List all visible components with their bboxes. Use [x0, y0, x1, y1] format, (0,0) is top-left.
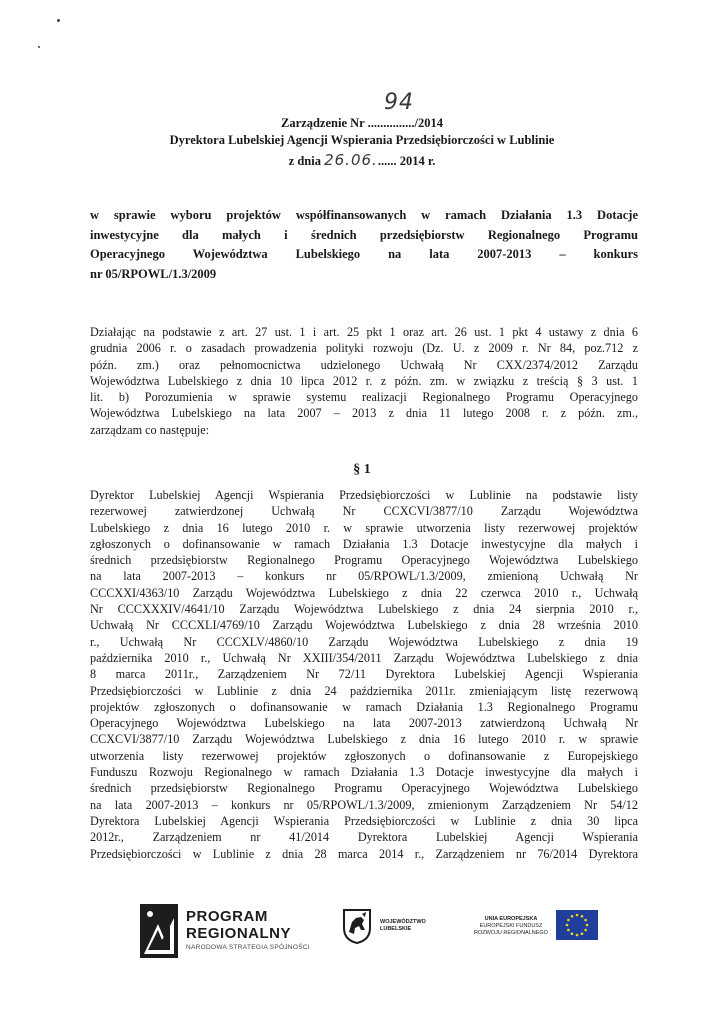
preamble-line: późn. zm.) oraz pełnomocnictwa udzielonego Uchwałą Nr CXX/2374/2012 Zarządu	[90, 357, 638, 372]
issuer-line: Dyrektora Lubelskiej Agencji Wspierania Przedsiębiorczości w Lublinie	[169, 133, 555, 147]
section1-line: na lata 2007-2013 – konkurs nr 05/RPOWL/1.3/2009, zmienioną Uchwałą Nr	[90, 569, 638, 584]
section1-line: r., Uchwałą Nr CCCXLV/4860/10 Zarządu Województwa Lubelskiego z dnia 19	[90, 634, 638, 649]
preamble-line: Województwa Lubelskiego na lata 2007 – 2013 z dnia 11 lutego 2008 r. z późn. zm.,	[90, 406, 638, 421]
section1-line: średnich przedsiębiorstw Regionalnego Programu Operacyjnego Województwa Lubelskiego	[90, 781, 638, 796]
section1-line: CCXCVI/3877/10 Zarządu Województwa Lubelskiego z dnia 16 lutego 2010 r. w sprawie	[90, 732, 638, 747]
program-line3: NARODOWA STRATEGIA SPÓJNOŚCI	[186, 944, 310, 951]
preamble-line: Działając na podstawie z art. 27 ust. 1 i art. 25 pkt 1 oraz art. 26 ust. 1 pkt 4 ustawy z dnia 6	[90, 325, 638, 339]
section1-line: 2012r., Zarządzeniem nr 41/2014 Dyrektora Lubelskiej Agencji Wspierania	[90, 830, 638, 845]
section1-line: Przedsiębiorczości w Lublinie z dnia 24 października 2011r. zmieniającym listę rezerwową	[90, 683, 638, 698]
preamble-line: zarządzam co następuje:	[90, 422, 210, 437]
date-suffix: 2014 r.	[399, 154, 436, 168]
section1-block	[90, 487, 638, 862]
program-line1: PROGRAM	[186, 908, 268, 925]
date-line	[0, 151, 724, 169]
handwritten-number: 94	[384, 90, 414, 115]
subject-block	[90, 206, 638, 284]
voivodeship-line1: WOJEWÓDZTWO	[380, 919, 426, 925]
voivodeship-line2: LUBELSKIE	[380, 926, 412, 932]
eu-line3: ROZWOJU REGIONALNEGO	[474, 930, 548, 936]
eu-flag-icon	[556, 910, 598, 940]
section1-line: utworzenia listy rezerwowej projektów zgłoszonych o dofinansowanie z Europejskiego	[90, 748, 638, 763]
section1-line: na lata 2007-2013 – konkurs nr 05/RPOWL/1.3/2009, zmienionym Zarządzeniem Nr 54/12	[90, 797, 638, 812]
section1-line: zgłoszonych o dofinansowanie w ramach Działania 1.3 Dotacje inwestycyjne dla małych i	[90, 536, 638, 551]
section1-line: CCCXXI/4363/10 Zarządu Województwa Lubelskiego z dnia 22 czerwca 2010 r., Uchwałą	[90, 585, 638, 600]
program-line2: REGIONALNY	[186, 925, 292, 942]
preamble-block	[90, 324, 638, 438]
section1-line: Nr CCCXXXIV/4641/10 Zarządu Województwa Lubelskiego z dnia 24 sierpnia 2010 r.,	[90, 602, 638, 617]
section1-line: Dyrektora Lubelskiej Agencji Wspierania Przedsiębiorczości w Lublinie z dnia 30 lipca	[90, 813, 638, 828]
subject-line: w sprawie wyboru projektów współfinansowanych w ramach Działania 1.3 Dotacje	[90, 208, 638, 222]
document-title	[0, 116, 724, 131]
eu-line2: EUROPEJSKI FUNDUSZ	[479, 923, 543, 929]
section1-line: Operacyjnego Województwa Lubelskiego na lata 2007-2013 zatwierdzoną Uchwałą Nr	[90, 716, 638, 731]
preamble-line: lit. b) Porozumienia w sprawie systemu realizacji Regionalnego Programu Operacyjnego	[90, 390, 638, 405]
section1-line: Lubelskiego z dnia 16 lutego 2010 r. w sprawie utworzenia listy rezerwowej projektów	[90, 520, 638, 535]
subject-line: nr 05/RPOWL/1.3/2009	[90, 266, 217, 281]
preamble-line: Województwa Lubelskiego z dnia 10 lipca 2012 r. z późn. zm. w związku z treścią § 3 ust. 1	[90, 373, 638, 388]
subject-line: Operacyjnego Województwa Lubelskiego na lata 2007-2013 – konkurs	[90, 247, 638, 261]
title-dots: ...............	[367, 116, 415, 130]
program-regionalny-logo-icon	[140, 904, 178, 958]
section-sign: § 1	[353, 462, 371, 477]
eu-line1: UNIA EUROPEJSKA	[484, 916, 538, 922]
title-suffix: /2014	[414, 116, 443, 130]
date-prefix: z dnia	[288, 154, 321, 168]
lubelskie-coat-of-arms-icon	[342, 908, 372, 944]
scan-speck	[57, 19, 60, 22]
section1-line: projektów zgłoszonych o dofinansowanie w ramach Działania 1.3 Regionalnego Programu	[90, 699, 638, 714]
section1-line: średnich przedsiębiorstw Regionalnego Programu Operacyjnego Województwa Lubelskiego	[90, 553, 638, 568]
date-dots: ......	[377, 154, 397, 168]
handwritten-date: 26.06.	[324, 151, 378, 169]
title-prefix: Zarządzenie Nr	[281, 116, 365, 130]
preamble-line: grudnia 2006 r. o zasadach prowadzenia polityki rozwoju (Dz. U. z 2009 r. Nr 84, poz.712 z	[90, 341, 638, 356]
section1-line: Funduszu Rozwoju Regionalnego w ramach Działania 1.3 Dotacje inwestycyjne dla małych i	[90, 765, 638, 780]
section1-line: Przedsiębiorczości w Lublinie z dnia 28 marca 2014 r., Zarządzeniem nr 76/2014 Dyrektora	[90, 846, 638, 861]
section1-line: 8 marca 2011r., Zarządzeniem Nr 72/11 Dyrektora Lubelskiej Agencji Wspierania	[90, 667, 638, 682]
section1-line: października 2010 r., Uchwałą Nr XXIII/354/2011 Zarządu Województwa Lubelskiego z dnia	[90, 650, 638, 665]
subject-line: inwestycyjne dla małych i średnich przedsiębiorstw Regionalnego Programu	[90, 227, 638, 242]
footer-logos	[0, 900, 724, 970]
scan-speck	[38, 46, 40, 48]
section1-line: Dyrektor Lubelskiej Agencji Wspierania Przedsiębiorczości w Lublinie na podstawie listy	[90, 488, 638, 502]
section1-line: Uchwałą Nr CCCXLI/4769/10 Zarządu Województwa Lubelskiego z dnia 28 września 2010	[90, 618, 638, 633]
section1-line: rezerwowej zatwierdzonej Uchwałą Nr CCXCVI/3877/10 Zarządu Województwa	[90, 504, 638, 519]
